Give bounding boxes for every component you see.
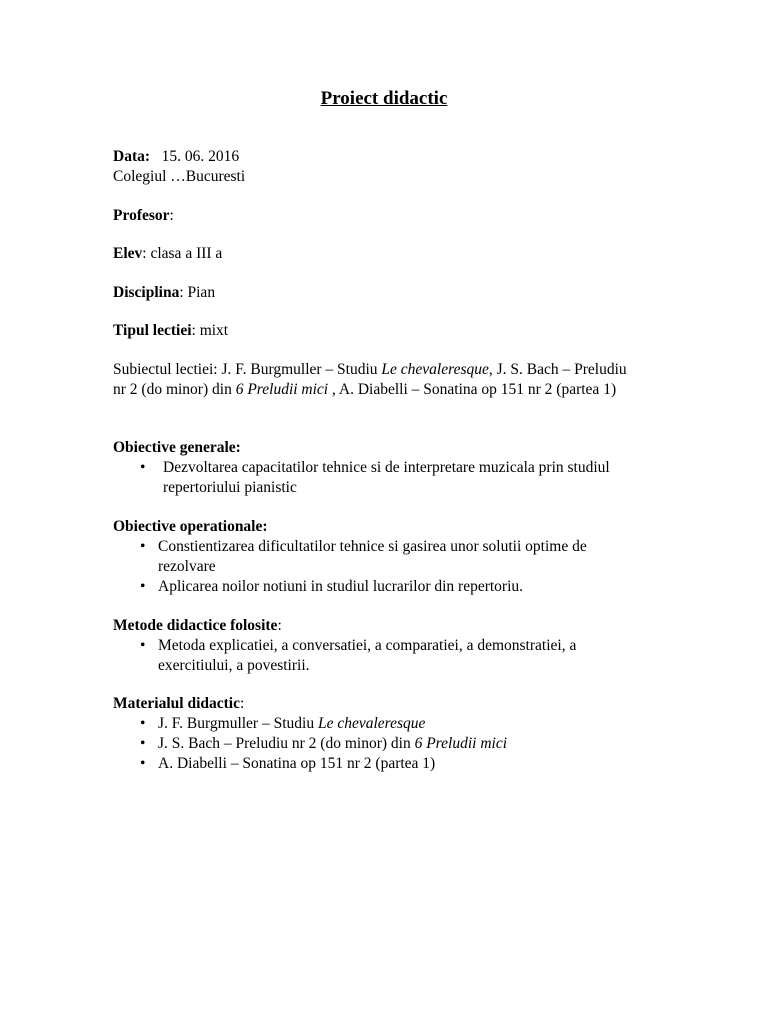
material-heading: Materialul didactic — [113, 695, 240, 712]
list-item-text: Dezvoltarea capacitatilor tehnice si de interpretare muzicala prin studiul repertoriului pianistic — [163, 459, 610, 496]
material-item-1-prefix: J. F. Burgmuller – Studiu — [158, 715, 318, 732]
subiect-suffix: , A. Diabelli – Sonatina op 151 nr 2 (partea 1) — [328, 381, 617, 398]
material-heading-line — [113, 694, 658, 714]
list-item — [113, 734, 658, 754]
tipul-value: : mixt — [191, 322, 229, 339]
disciplina-label: Disciplina — [113, 284, 180, 301]
list-item — [113, 537, 623, 577]
date-value: 15. 06. 2016 — [161, 148, 240, 165]
elev-label: Elev — [113, 245, 143, 262]
list-item — [113, 577, 638, 597]
metode-list — [113, 636, 658, 676]
disciplina-value: : Pian — [179, 284, 216, 301]
metode-heading: Metode didactice folosite — [113, 617, 278, 634]
subiect-prefix: Subiectul lectiei: J. F. Burgmuller – Studiu — [113, 361, 382, 378]
profesor-label: Profesor — [113, 207, 170, 224]
metode-sep: : — [277, 617, 282, 634]
metode-heading-line — [113, 616, 658, 636]
list-item-text: Constientizarea dificultatilor tehnice si gasirea unor solutii optime de rezolvare — [158, 538, 587, 575]
obiective-generale-section — [113, 438, 658, 498]
tipul-label: Tipul lectiei — [113, 322, 192, 339]
bullet-icon: • — [140, 459, 146, 476]
school-line: Colegiul …Bucuresti — [113, 168, 246, 185]
elev-line — [113, 244, 658, 264]
metode-section — [113, 616, 658, 676]
material-sep: : — [240, 695, 245, 712]
obiective-generale-list — [113, 458, 658, 498]
subiect-mid: , J. S. Bach – Preludiu nr 2 (do minor) din — [113, 361, 627, 398]
page-title: Proiect didactic — [320, 88, 448, 109]
material-list — [113, 714, 658, 774]
profesor-sep: : — [169, 207, 174, 224]
obiective-operationale-section — [113, 517, 658, 597]
bullet-icon: • — [140, 735, 146, 752]
profesor-line — [113, 206, 658, 226]
header-block — [113, 147, 658, 187]
disciplina-line — [113, 283, 658, 303]
subiect-paragraph — [113, 360, 641, 400]
material-item-3: A. Diabelli – Sonatina op 151 nr 2 (partea 1) — [158, 755, 436, 772]
elev-value: : clasa a III a — [142, 245, 223, 262]
tipul-line — [113, 321, 658, 341]
obiective-operationale-heading: Obiective operationale: — [113, 518, 268, 535]
bullet-icon: • — [140, 538, 146, 555]
bullet-icon: • — [140, 578, 146, 595]
subiect-italic-1: Le chevaleresque — [381, 361, 489, 378]
date-label: Data: — [113, 148, 151, 165]
obiective-generale-heading: Obiective generale: — [113, 439, 241, 456]
bullet-icon: • — [140, 715, 146, 732]
bullet-icon: • — [140, 755, 146, 772]
material-item-1-italic: Le chevaleresque — [317, 715, 426, 732]
material-item-2-italic: 6 Preludii mici — [414, 735, 508, 752]
list-item — [113, 458, 648, 498]
list-item-text: Metoda explicatiei, a conversatiei, a comparatiei, a demonstratiei, a exercitiului, a povestirii. — [158, 637, 577, 674]
obiective-operationale-list — [113, 537, 658, 597]
list-item — [113, 714, 658, 734]
list-item — [113, 754, 658, 774]
list-item-text: Aplicarea noilor notiuni in studiul lucrarilor din repertoriu. — [158, 578, 524, 595]
date-line — [113, 147, 658, 167]
bullet-icon: • — [140, 637, 146, 654]
material-item-2-prefix: J. S. Bach – Preludiu nr 2 (do minor) din — [158, 735, 415, 752]
material-section — [113, 694, 658, 774]
subiect-italic-2: 6 Preludii mici — [235, 381, 329, 398]
list-item — [113, 636, 648, 676]
